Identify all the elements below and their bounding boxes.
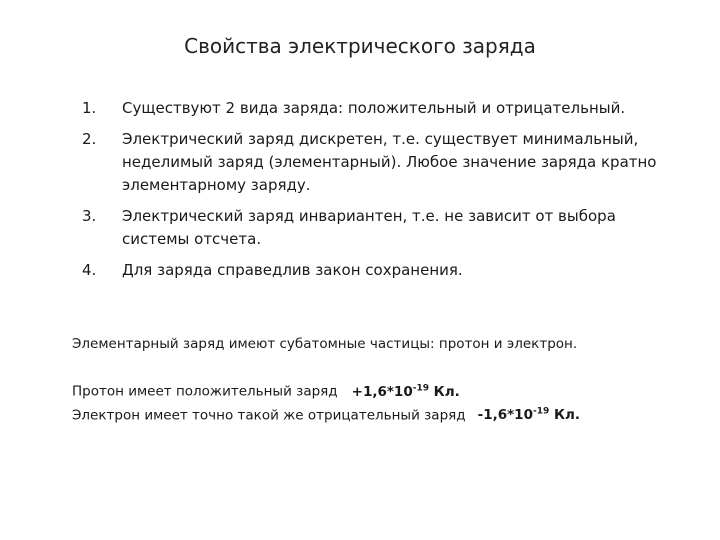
proton-line — [72, 378, 692, 402]
list-item-number: 3. — [82, 207, 97, 225]
proton-value-base: +1,6*10 — [351, 383, 413, 400]
proton-unit: Кл. — [428, 383, 460, 400]
list-item — [82, 128, 682, 197]
list-item — [82, 259, 682, 282]
list-item-text: Электрический заряд инвариантен, т.е. не зависит от выбора системы отсчета. — [122, 207, 616, 248]
list-item-number: 2. — [82, 130, 97, 148]
electron-line — [72, 402, 692, 426]
charge-values — [72, 378, 692, 425]
list-item-text: Существуют 2 вида заряда: положительный и отрицательный. — [122, 99, 626, 117]
list-item-number: 4. — [82, 261, 97, 279]
electron-value — [478, 407, 580, 423]
proton-label: Протон имеет положительный заряд — [72, 383, 338, 400]
properties-list — [82, 97, 682, 290]
electron-unit: Кл. — [549, 407, 581, 423]
list-item-text: Электрический заряд дискретен, т.е. существует минимальный, неделимый заряд (элементарный). Любое значение заряда кратно элементарному заряду. — [122, 130, 657, 194]
slide-title: Свойства электрического заряда — [184, 34, 536, 58]
proton-value-exponent: -19 — [412, 383, 429, 393]
proton-value — [352, 384, 460, 400]
list-item-text: Для заряда справедлив закон сохранения. — [122, 261, 463, 279]
electron-value-exponent: -19 — [532, 406, 550, 417]
list-item-number: 1. — [82, 99, 97, 117]
electron-label: Электрон имеет точно такой же отрицательный заряд — [72, 407, 466, 423]
list-item — [82, 97, 682, 120]
electron-value-base: -1,6*10 — [477, 407, 533, 423]
list-item — [82, 205, 682, 251]
elementary-charge-note: Элементарный заряд имеют субатомные частицы: протон и электрон. — [72, 336, 578, 352]
